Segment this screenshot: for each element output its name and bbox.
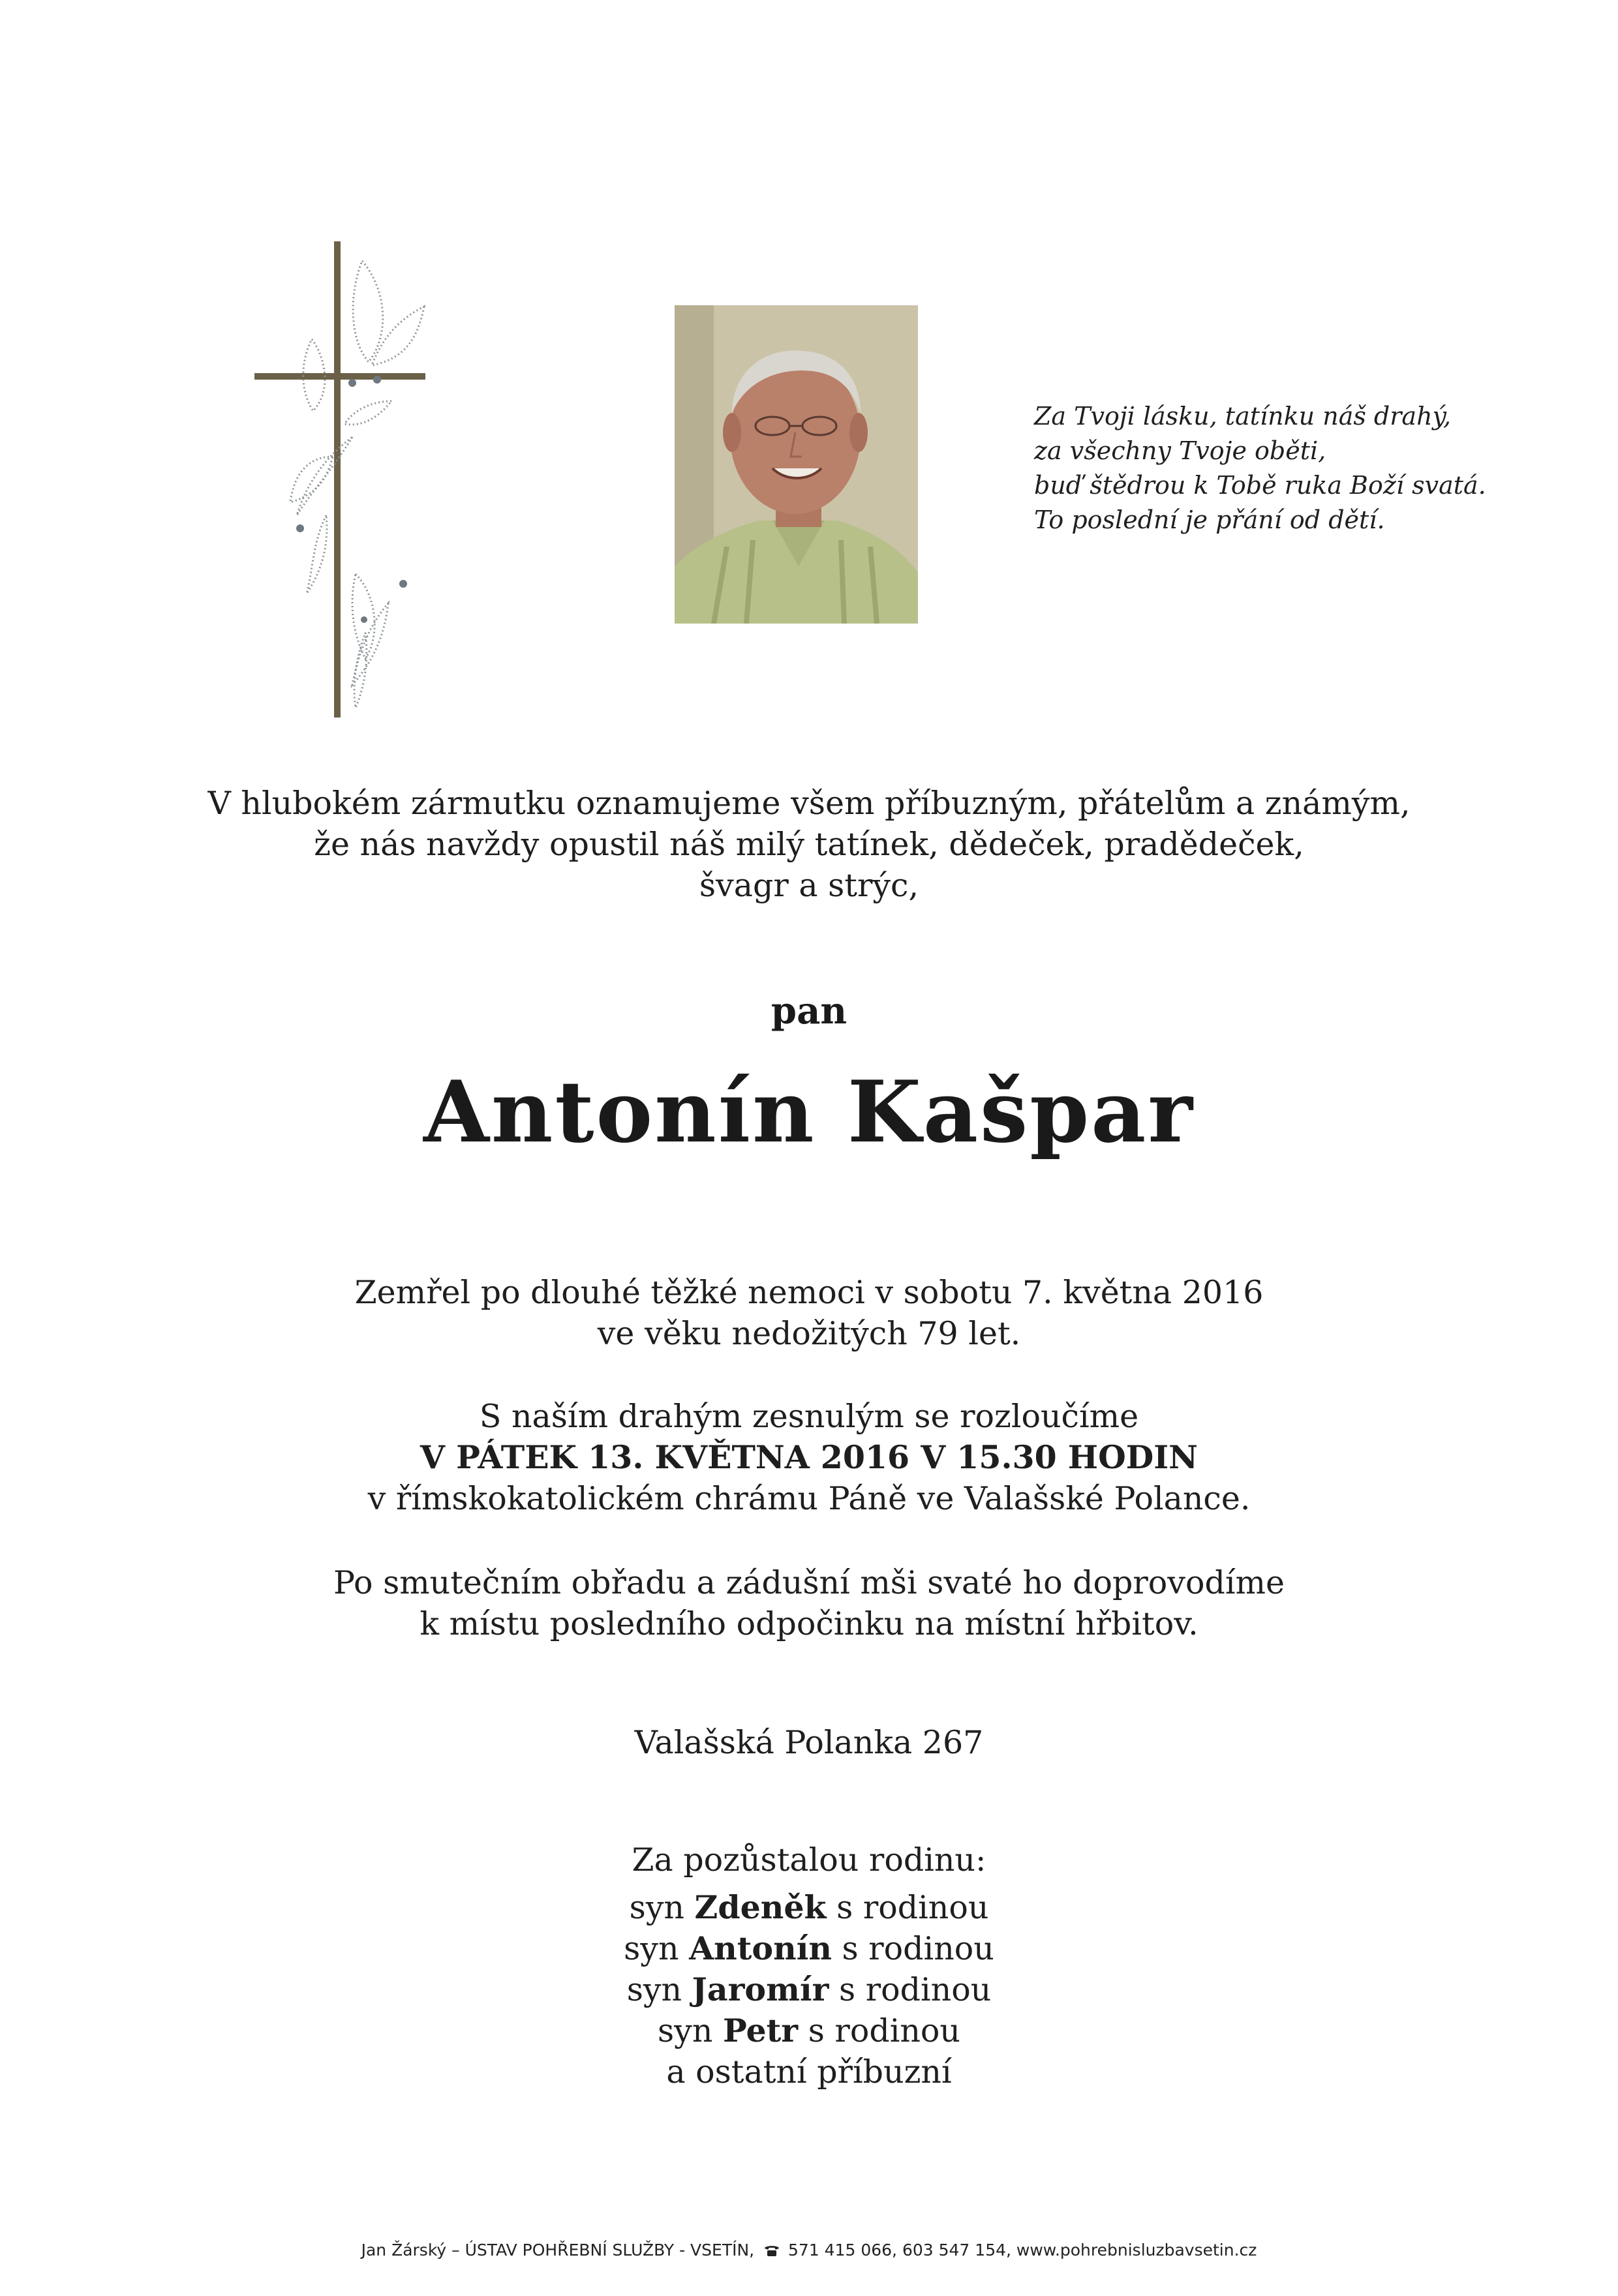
family-member [0,1928,1618,1969]
portrait-photo [675,305,918,624]
family-relation: syn [629,1889,684,1926]
telephone-icon [763,2243,780,2257]
family-heading: Za pozůstalou rodinu: [632,1841,986,1879]
family-member-suffix: s rodinou [838,1971,992,2008]
poem-line: Za Tvoji lásku, tatínku náš drahý, [1034,402,1452,430]
announcement-intro [0,783,1618,906]
family-member-name: Jaromír [692,1971,829,2008]
funeral-service-footer [0,2241,1618,2260]
funeral-info [0,1396,1618,1519]
burial-line: Po smutečním obřadu a zádušní mši svaté ho doprovodíme [333,1564,1285,1601]
death-line: Zemřel po dlouhé těžké nemoci v sobotu 7. května 2016 [354,1274,1264,1311]
burial-line: k místu posledního odpočinku na místní hřbitov. [420,1605,1198,1642]
family-relation: syn [624,1930,679,1967]
burial-info [0,1562,1618,1644]
poem-line: za všechny Tvoje oběti, [1034,436,1326,465]
family-closing: a ostatní příbuzní [666,2053,952,2091]
family-relation: syn [657,2012,713,2049]
funeral-location: v římskokatolickém chrámu Páně ve Valašské Polance. [367,1480,1251,1517]
family-member [0,2010,1618,2051]
death-notice [0,1272,1618,1354]
deceased-name: Antonín Kašpar [423,1062,1195,1162]
intro-line: že nás navždy opustil náš milý tatínek, dědeček, pradědeček, [314,826,1304,863]
footer-company: Jan Žárský – ÚSTAV POHŘEBNÍ SLUŽBY - VSETÍN, [361,2241,755,2259]
poem-line: To poslední je přání od dětí. [1034,506,1385,534]
footer-contacts: 571 415 066, 603 547 154, www.pohrebnisluzbavsetin.cz [788,2241,1257,2259]
family-member-name: Zdeněk [694,1888,827,1926]
family-member [0,1969,1618,2010]
funeral-intro-line: S naším drahým zesnulým se rozloučíme [479,1398,1139,1435]
intro-line: V hlubokém zármutku oznamujeme všem příbuzným, přátelům a známým, [207,785,1411,822]
honorific: pan [771,989,847,1033]
family-member-suffix: s rodinou [808,2012,960,2049]
family-relation: syn [626,1971,682,2008]
intro-line: švagr a strýc, [699,867,919,904]
memorial-poem [1034,399,1556,537]
funeral-datetime: V PÁTEK 13. KVĚTNA 2016 V 15.30 HODIN [420,1438,1198,1476]
family-member-name: Petr [722,2012,799,2049]
poem-line: buď štědrou k Tobě ruka Boží svatá. [1034,471,1486,500]
family-member-name: Antonín [689,1929,832,1967]
home-address: Valašská Polanka 267 [634,1724,984,1761]
death-line: ve věku nedožitých 79 let. [597,1315,1021,1352]
family-list [0,1887,1618,2092]
cross-ornament-icon [235,241,444,718]
family-member-suffix: s rodinou [836,1889,989,1926]
family-member-suffix: s rodinou [842,1930,994,1967]
family-member [0,1887,1618,1928]
